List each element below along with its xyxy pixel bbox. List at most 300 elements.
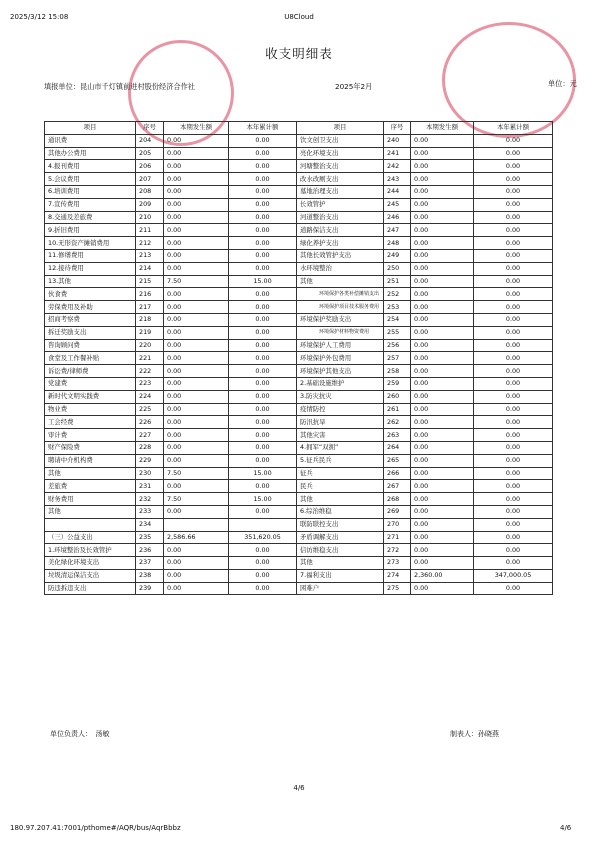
ytd-amount: 0.00	[229, 416, 297, 429]
table-row	[45, 326, 553, 339]
row-seq: 265	[384, 454, 411, 467]
current-amount: 0.00	[164, 224, 229, 237]
row-seq: 245	[384, 198, 411, 211]
current-amount: 0.00	[411, 390, 474, 403]
current-amount: 0.00	[164, 211, 229, 224]
ytd-amount: 0.00	[229, 288, 297, 301]
current-amount: 0.00	[411, 352, 474, 365]
row-seq: 255	[384, 326, 411, 339]
table-row	[45, 173, 553, 186]
ytd-amount: 0.00	[229, 326, 297, 339]
current-amount: 0.00	[411, 224, 474, 237]
row-seq: 215	[136, 275, 164, 288]
page-number: 4/6	[293, 784, 305, 792]
table-row	[45, 403, 553, 416]
item-name-right: 河塘整治支出	[297, 160, 384, 173]
row-seq: 243	[384, 173, 411, 186]
table-row	[45, 275, 553, 288]
current-amount: 0.00	[411, 147, 474, 160]
current-amount: 0.00	[411, 185, 474, 198]
row-seq: 220	[136, 339, 164, 352]
row-seq: 216	[136, 288, 164, 301]
current-amount: 0.00	[411, 339, 474, 352]
row-seq: 219	[136, 326, 164, 339]
row-seq: 248	[384, 237, 411, 250]
ytd-amount: 0.00	[474, 557, 553, 570]
report-title: 收支明细表	[265, 46, 333, 61]
row-seq: 225	[136, 403, 164, 416]
responsible-person: 单位负责人： 汤敏	[50, 730, 110, 738]
item-name-left: 13.其他	[45, 275, 136, 288]
item-name-left: 其他	[45, 505, 136, 518]
row-seq: 261	[384, 403, 411, 416]
item-name-right: 环境保护外包费用	[297, 352, 384, 365]
table-row	[45, 416, 553, 429]
item-name-right: 信访维稳支出	[297, 544, 384, 557]
ytd-amount: 0.00	[229, 237, 297, 250]
row-seq: 260	[384, 390, 411, 403]
ytd-amount: 0.00	[474, 173, 553, 186]
ytd-amount: 0.00	[229, 147, 297, 160]
table-row	[45, 198, 553, 211]
current-amount: 0.00	[411, 249, 474, 262]
current-amount: 0.00	[164, 326, 229, 339]
item-name-right: 4.拥军“双拥”	[297, 441, 384, 454]
item-name-left: 工会经费	[45, 416, 136, 429]
table-row	[45, 211, 553, 224]
ytd-amount: 0.00	[229, 313, 297, 326]
item-name-right: 绿化养护支出	[297, 237, 384, 250]
ytd-amount: 0.00	[229, 365, 297, 378]
item-name-left: 招商考察费	[45, 313, 136, 326]
table-row	[45, 467, 553, 480]
item-name-right: 6.综治维稳	[297, 505, 384, 518]
table-row	[45, 429, 553, 442]
current-amount: 0.00	[411, 288, 474, 301]
row-seq: 275	[384, 582, 411, 595]
table-row	[45, 313, 553, 326]
current-amount: 0.00	[164, 134, 229, 147]
table-row	[45, 480, 553, 493]
ytd-amount: 0.00	[229, 198, 297, 211]
ytd-amount: 15.00	[229, 493, 297, 506]
item-name-left: 6.培训费用	[45, 185, 136, 198]
row-seq: 267	[384, 480, 411, 493]
current-amount: 0.00	[164, 313, 229, 326]
current-amount: 0.00	[164, 173, 229, 186]
item-name-left: 12.接待费用	[45, 262, 136, 275]
item-name-right: 饮文创卫支出	[297, 134, 384, 147]
item-name-right: 环境保护人工费用	[297, 339, 384, 352]
row-seq: 218	[136, 313, 164, 326]
current-amount: 0.00	[411, 326, 474, 339]
table-row	[45, 160, 553, 173]
browser-timestamp: 2025/3/12 15:08	[10, 13, 69, 21]
ytd-amount: 0.00	[474, 147, 553, 160]
row-seq: 258	[384, 365, 411, 378]
item-name-left: 其他	[45, 467, 136, 480]
ytd-amount: 0.00	[229, 403, 297, 416]
current-amount: 0.00	[411, 237, 474, 250]
table-row	[45, 301, 553, 314]
column-header: 项目	[45, 122, 136, 135]
current-amount: 0.00	[411, 173, 474, 186]
ytd-amount: 0.00	[474, 518, 553, 531]
row-seq: 262	[384, 416, 411, 429]
current-amount: 0.00	[411, 262, 474, 275]
ytd-amount: 0.00	[474, 505, 553, 518]
row-seq: 231	[136, 480, 164, 493]
current-amount: 0.00	[164, 198, 229, 211]
ytd-amount: 0.00	[229, 352, 297, 365]
current-amount: 0.00	[164, 377, 229, 390]
row-seq: 221	[136, 352, 164, 365]
item-name-left: 1.环境整治及长效管护	[45, 544, 136, 557]
row-seq: 205	[136, 147, 164, 160]
item-name-left: 物业费	[45, 403, 136, 416]
row-seq: 244	[384, 185, 411, 198]
table-row	[45, 441, 553, 454]
row-seq: 206	[136, 160, 164, 173]
ytd-amount: 15.00	[229, 275, 297, 288]
current-amount: 0.00	[411, 313, 474, 326]
ytd-amount: 0.00	[229, 160, 297, 173]
table-row	[45, 249, 553, 262]
current-amount: 0.00	[411, 198, 474, 211]
current-amount: 2,360.00	[411, 569, 474, 582]
table-row	[45, 262, 553, 275]
ytd-amount: 0.00	[229, 377, 297, 390]
current-amount: 0.00	[411, 429, 474, 442]
item-name-right: 困难户	[297, 582, 384, 595]
current-amount: 0.00	[164, 365, 229, 378]
item-name-left: 8.交通及差旅费	[45, 211, 136, 224]
ytd-amount: 0.00	[474, 377, 553, 390]
row-seq: 229	[136, 454, 164, 467]
ytd-amount: 0.00	[474, 224, 553, 237]
ytd-amount: 0.00	[229, 185, 297, 198]
row-seq: 269	[384, 505, 411, 518]
item-name-left: 9.折旧费用	[45, 224, 136, 237]
table-row	[45, 339, 553, 352]
item-name-right: 环境保护材料物资费用	[297, 326, 384, 339]
item-name-right: 改水改厕支出	[297, 173, 384, 186]
row-seq: 254	[384, 313, 411, 326]
item-name-left: 10.无形资产摊销费用	[45, 237, 136, 250]
current-amount: 0.00	[411, 211, 474, 224]
current-amount: 0.00	[411, 160, 474, 173]
ytd-amount: 0.00	[229, 557, 297, 570]
current-amount: 0.00	[164, 582, 229, 595]
column-header: 项目	[297, 122, 384, 135]
ytd-amount: 0.00	[474, 275, 553, 288]
ytd-amount: 0.00	[229, 454, 297, 467]
item-name-right: 亮化环境支出	[297, 147, 384, 160]
current-amount: 0.00	[164, 301, 229, 314]
row-seq: 249	[384, 249, 411, 262]
row-seq: 230	[136, 467, 164, 480]
money-unit: 单位：元	[548, 79, 577, 88]
table-row	[45, 454, 553, 467]
page-url: 180.97.207.41:7001/pthome#/AQR/bus/AqrBbbz	[10, 824, 181, 832]
item-name-right: 墓地治理支出	[297, 185, 384, 198]
current-amount	[164, 518, 229, 531]
row-seq: 209	[136, 198, 164, 211]
row-seq: 264	[384, 441, 411, 454]
table-row	[45, 531, 553, 544]
row-seq: 274	[384, 569, 411, 582]
item-name-right: 其他灾害	[297, 429, 384, 442]
ytd-amount: 15.00	[229, 467, 297, 480]
ytd-amount: 0.00	[229, 429, 297, 442]
current-amount: 0.00	[164, 249, 229, 262]
ytd-amount: 0.00	[474, 390, 553, 403]
table-row	[45, 224, 553, 237]
current-amount: 0.00	[411, 544, 474, 557]
current-amount: 7.50	[164, 275, 229, 288]
ytd-amount: 0.00	[229, 339, 297, 352]
table-row	[45, 147, 553, 160]
row-seq: 207	[136, 173, 164, 186]
item-name-left: 其他办公费用	[45, 147, 136, 160]
row-seq: 256	[384, 339, 411, 352]
ytd-amount: 0.00	[229, 262, 297, 275]
row-seq: 257	[384, 352, 411, 365]
column-header: 本期发生额	[411, 122, 474, 135]
column-header: 序号	[136, 122, 164, 135]
row-seq: 263	[384, 429, 411, 442]
ytd-amount: 0.00	[229, 505, 297, 518]
item-name-right: 其他	[297, 275, 384, 288]
ytd-amount: 0.00	[474, 288, 553, 301]
item-name-left: 美化绿化环境支出	[45, 557, 136, 570]
item-name-left: 财产保险费	[45, 441, 136, 454]
item-name-left: 5.会议费用	[45, 173, 136, 186]
ytd-amount: 0.00	[229, 390, 297, 403]
row-seq: 211	[136, 224, 164, 237]
detail-table	[44, 121, 553, 595]
ytd-amount: 0.00	[474, 313, 553, 326]
item-name-left: 党建费	[45, 377, 136, 390]
item-name-left: 诉讼费/律师费	[45, 365, 136, 378]
item-name-right: 5.征兵民兵	[297, 454, 384, 467]
row-seq: 228	[136, 441, 164, 454]
row-seq: 250	[384, 262, 411, 275]
current-amount: 0.00	[411, 480, 474, 493]
item-name-right: 其他	[297, 557, 384, 570]
ytd-amount: 0.00	[229, 134, 297, 147]
current-amount: 0.00	[411, 134, 474, 147]
item-name-right: 征兵	[297, 467, 384, 480]
table-row	[45, 365, 553, 378]
current-amount: 0.00	[411, 467, 474, 480]
table-header-row	[45, 122, 553, 135]
table-row	[45, 352, 553, 365]
item-name-left: 通讯费	[45, 134, 136, 147]
row-seq: 210	[136, 211, 164, 224]
app-title: U8Cloud	[284, 13, 314, 21]
item-name-left: （三）公益支出	[45, 531, 136, 544]
current-amount: 0.00	[164, 505, 229, 518]
current-amount: 0.00	[164, 390, 229, 403]
item-name-right: 矛盾调解支出	[297, 531, 384, 544]
row-seq: 234	[136, 518, 164, 531]
table-row	[45, 569, 553, 582]
item-name-left: 伙食费	[45, 288, 136, 301]
current-amount: 0.00	[411, 365, 474, 378]
item-name-left: 财务费用	[45, 493, 136, 506]
column-header: 本年累计额	[229, 122, 297, 135]
row-seq: 252	[384, 288, 411, 301]
ytd-amount: 0.00	[229, 301, 297, 314]
current-amount: 0.00	[164, 403, 229, 416]
current-amount: 0.00	[411, 301, 474, 314]
table-row	[45, 518, 553, 531]
item-name-right: 2.基础设施维护	[297, 377, 384, 390]
current-amount: 0.00	[164, 544, 229, 557]
current-amount: 0.00	[411, 505, 474, 518]
current-amount: 0.00	[164, 160, 229, 173]
ytd-amount: 0.00	[474, 237, 553, 250]
table-row	[45, 390, 553, 403]
current-amount: 0.00	[164, 262, 229, 275]
ytd-amount: 0.00	[474, 198, 553, 211]
item-name-left: 垃圾清运保洁支出	[45, 569, 136, 582]
item-name-right: 长效管护	[297, 198, 384, 211]
ytd-amount: 347,000.05	[474, 569, 553, 582]
item-name-right: 其他	[297, 493, 384, 506]
row-seq: 272	[384, 544, 411, 557]
current-amount: 0.00	[164, 480, 229, 493]
current-amount: 0.00	[411, 454, 474, 467]
ytd-amount: 0.00	[474, 185, 553, 198]
table-row	[45, 185, 553, 198]
item-name-right: 水环境整治	[297, 262, 384, 275]
table-row	[45, 582, 553, 595]
ytd-amount: 0.00	[229, 173, 297, 186]
row-seq: 232	[136, 493, 164, 506]
item-name-right: 环境保护各类补偿摊销支出	[297, 288, 384, 301]
column-header: 序号	[384, 122, 411, 135]
ytd-amount: 0.00	[229, 249, 297, 262]
ytd-amount: 0.00	[229, 480, 297, 493]
current-amount: 0.00	[411, 557, 474, 570]
current-amount: 0.00	[164, 416, 229, 429]
ytd-amount: 0.00	[474, 493, 553, 506]
row-seq: 240	[384, 134, 411, 147]
item-name-right: 民兵	[297, 480, 384, 493]
ytd-amount: 0.00	[229, 211, 297, 224]
table-row	[45, 377, 553, 390]
ytd-amount: 0.00	[474, 454, 553, 467]
row-seq: 251	[384, 275, 411, 288]
row-seq: 270	[384, 518, 411, 531]
row-seq: 213	[136, 249, 164, 262]
row-seq: 246	[384, 211, 411, 224]
ytd-amount: 0.00	[474, 262, 553, 275]
ytd-amount: 0.00	[229, 569, 297, 582]
row-seq: 266	[384, 467, 411, 480]
current-amount: 0.00	[411, 377, 474, 390]
item-name-left	[45, 518, 136, 531]
ytd-amount: 0.00	[229, 224, 297, 237]
current-amount: 0.00	[164, 429, 229, 442]
item-name-left: 4.报刊费用	[45, 160, 136, 173]
current-amount: 0.00	[411, 493, 474, 506]
ytd-amount: 0.00	[474, 301, 553, 314]
row-seq: 235	[136, 531, 164, 544]
item-name-left: 咨询顾问费	[45, 339, 136, 352]
current-amount: 0.00	[164, 557, 229, 570]
table-row	[45, 505, 553, 518]
ytd-amount: 0.00	[474, 429, 553, 442]
ytd-amount: 0.00	[474, 480, 553, 493]
row-seq: 242	[384, 160, 411, 173]
current-amount: 0.00	[411, 582, 474, 595]
ytd-amount: 0.00	[474, 339, 553, 352]
item-name-left: 聘请中介机构费	[45, 454, 136, 467]
table-row	[45, 288, 553, 301]
row-seq: 226	[136, 416, 164, 429]
item-name-right: 7.福利支出	[297, 569, 384, 582]
page-indicator: 4/6	[560, 824, 572, 832]
ytd-amount: 0.00	[474, 582, 553, 595]
item-name-left: 新时代文明实践费	[45, 390, 136, 403]
ytd-amount: 0.00	[474, 467, 553, 480]
row-seq: 224	[136, 390, 164, 403]
item-name-right: 联防联控支出	[297, 518, 384, 531]
current-amount: 0.00	[164, 147, 229, 160]
current-amount: 0.00	[411, 518, 474, 531]
ytd-amount: 0.00	[474, 160, 553, 173]
row-seq: 236	[136, 544, 164, 557]
current-amount: 0.00	[164, 288, 229, 301]
row-seq: 238	[136, 569, 164, 582]
ytd-amount: 0.00	[474, 134, 553, 147]
table-row	[45, 544, 553, 557]
current-amount: 0.00	[164, 441, 229, 454]
ytd-amount	[229, 518, 297, 531]
column-header: 本年累计额	[474, 122, 553, 135]
row-seq: 212	[136, 237, 164, 250]
row-seq: 237	[136, 557, 164, 570]
item-name-right: 疫情防控	[297, 403, 384, 416]
ytd-amount: 0.00	[474, 544, 553, 557]
ytd-amount: 0.00	[474, 403, 553, 416]
ytd-amount: 0.00	[474, 249, 553, 262]
ytd-amount: 0.00	[474, 326, 553, 339]
row-seq: 247	[384, 224, 411, 237]
table-row	[45, 493, 553, 506]
row-seq: 204	[136, 134, 164, 147]
ytd-amount: 0.00	[474, 441, 553, 454]
current-amount: 0.00	[164, 454, 229, 467]
row-seq: 208	[136, 185, 164, 198]
current-amount: 0.00	[411, 416, 474, 429]
item-name-right: 河道整治支出	[297, 211, 384, 224]
current-amount: 0.00	[164, 569, 229, 582]
column-header: 本期发生额	[164, 122, 229, 135]
item-name-right: 环境保护其他支出	[297, 365, 384, 378]
ytd-amount: 0.00	[474, 352, 553, 365]
ytd-amount: 0.00	[229, 441, 297, 454]
row-seq: 222	[136, 365, 164, 378]
item-name-right: 环境保护项目技术服务费用	[297, 301, 384, 314]
ytd-amount: 351,620.05	[229, 531, 297, 544]
ytd-amount: 0.00	[474, 211, 553, 224]
current-amount: 0.00	[411, 441, 474, 454]
item-name-left: 审计费	[45, 429, 136, 442]
